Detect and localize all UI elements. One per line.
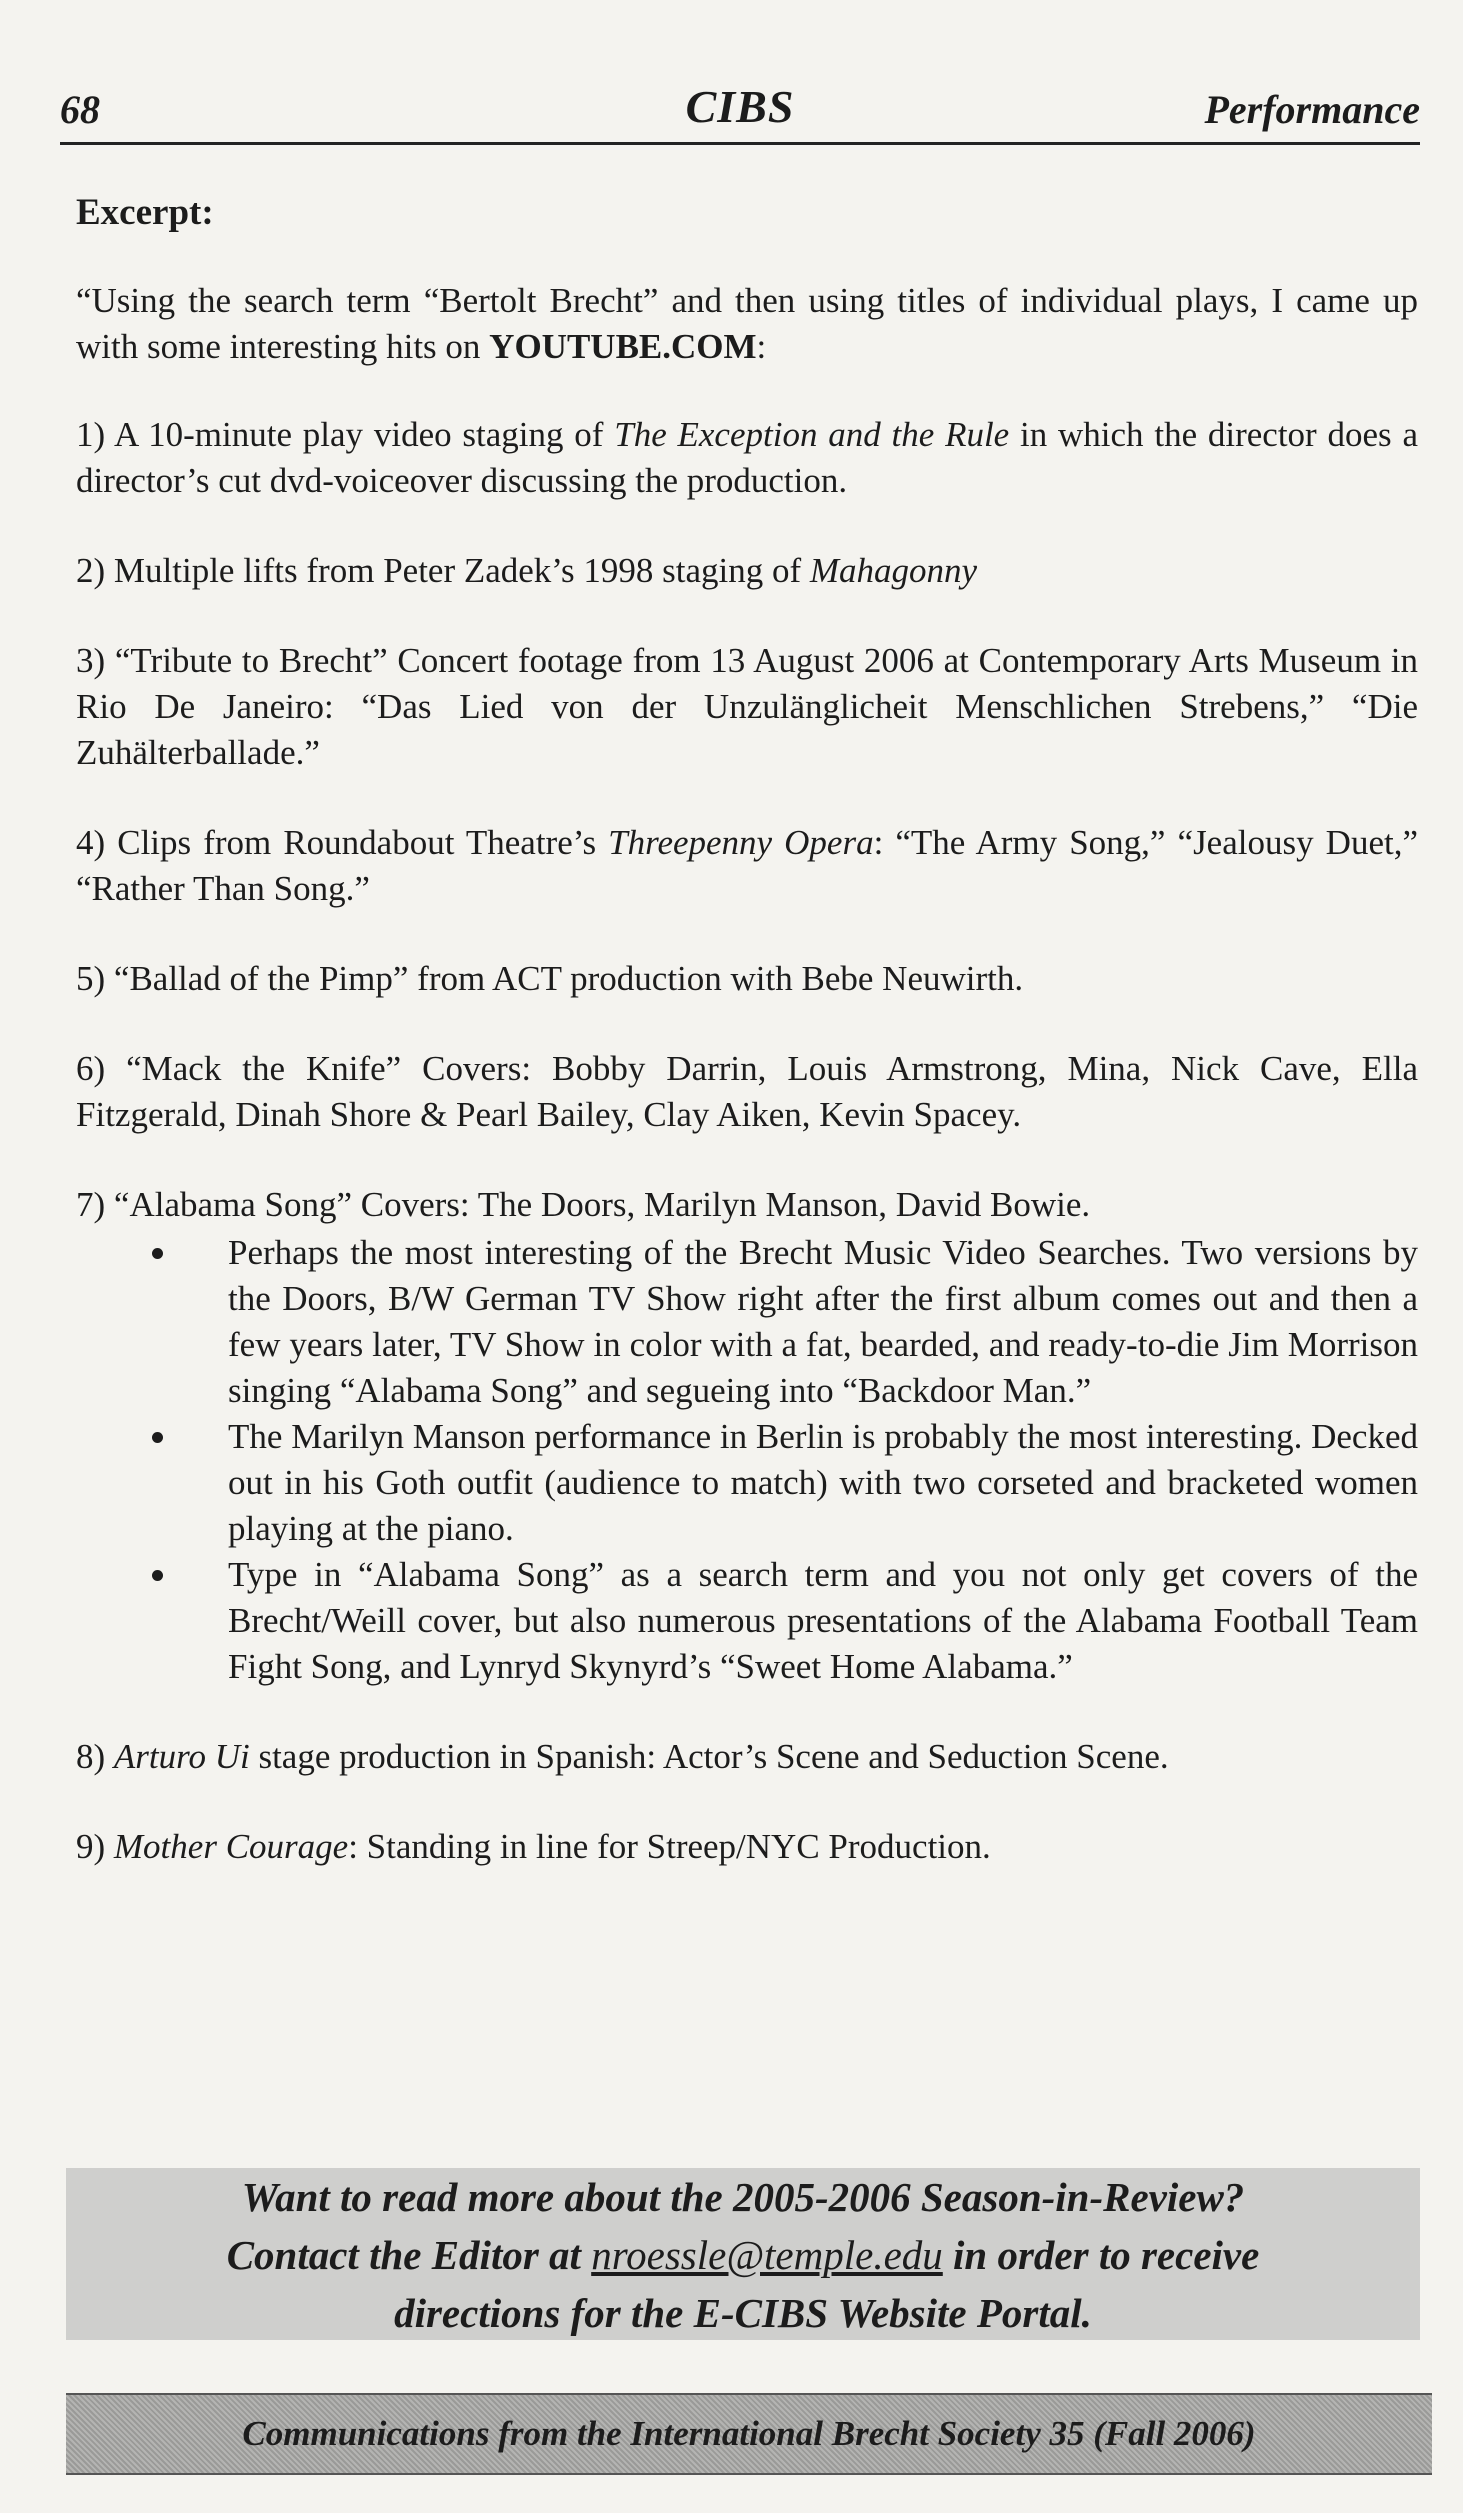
item-text-end: in which the director does a director’s cut dvd-voiceover discussing the production. [76, 415, 1418, 500]
promo-text-end: in order to receive [942, 2232, 1260, 2278]
section-title: Performance [1204, 87, 1420, 132]
item-text: 3) “Tribute to Brecht” Concert footage from 13 August 2006 at Contemporary Arts Museum in Rio De Janeiro: “Das Lied von der Unzulänglicheit Menschlichen Strebens,” “Die Zuhälterballade.” [76, 641, 1418, 772]
item-title: The Exception and the Rule [614, 415, 1010, 454]
bullet-dot-icon [152, 1570, 163, 1581]
item-text: 8) [76, 1737, 114, 1776]
bullet-text: The Marilyn Manson performance in Berlin is probably the most interesting. Decked out in his Goth outfit (audience to match) with two corseted and bracketed women playing at the piano. [228, 1417, 1418, 1548]
bullet-text: Type in “Alabama Song” as a search term and you not only get covers of the Brecht/Weill cover, but also numerous presentations of the Alabama Football Team Fight Song, and Lynryd Skynyrd’s “Sweet Home Alabama.” [228, 1555, 1418, 1686]
intro-text: “Using the search term “Bertolt Brecht” and then using titles of individual plays, I came up with some interesting hits on [76, 281, 1418, 366]
list-item [76, 548, 1418, 594]
site-name: YOUTUBE.COM [489, 327, 757, 366]
editor-email-link[interactable]: nroessle@temple.edu [591, 2232, 943, 2278]
promo-box [66, 2168, 1420, 2340]
page-header [60, 72, 1420, 145]
promo-line-2 [66, 2226, 1420, 2284]
bullet-list [76, 1230, 1418, 1690]
item-text-end: : “The Army Song,” “Jealousy Duet,” “Rather Than Song.” [76, 823, 1418, 908]
bullet-item [76, 1552, 1418, 1690]
bullet-text: Perhaps the most interesting of the Brecht Music Video Searches. Two versions by the Doors, B/W German TV Show right after the first album comes out and then a few years later, TV Show in color with a fat, bearded, and ready-to-die Jim Morrison singing “Alabama Song” and segueing into “Backdoor Man.” [228, 1233, 1418, 1410]
list-item [76, 638, 1418, 776]
list-item [76, 1824, 1418, 1870]
intro-paragraph [76, 278, 1418, 370]
item-text-end: : Standing in line for Streep/NYC Production. [348, 1827, 991, 1866]
list-item [76, 820, 1418, 912]
promo-text: Contact the Editor at [226, 2232, 592, 2278]
list-item [76, 956, 1418, 1002]
item-text: 4) Clips from Roundabout Theatre’s [76, 823, 609, 862]
item-title: Arturo Ui [113, 1737, 250, 1776]
item-text: 1) A 10-minute play video staging of [76, 415, 615, 454]
item-text: 5) “Ballad of the Pimp” from ACT production with Bebe Neuwirth. [76, 959, 1024, 998]
item-title: Mahagonny [809, 551, 978, 590]
bullet-item [76, 1230, 1418, 1414]
list-item [76, 1182, 1418, 1228]
bullet-dot-icon [152, 1432, 163, 1443]
page-number: 68 [60, 87, 100, 132]
intro-end: : [756, 327, 767, 366]
item-title: Mother Courage [113, 1827, 349, 1866]
item-title: Threepenny Opera [608, 823, 874, 862]
bullet-dot-icon [152, 1248, 163, 1259]
promo-line-3: directions for the E-CIBS Website Portal. [394, 2290, 1092, 2336]
item-text: 2) Multiple lifts from Peter Zadek’s 1998 staging of [76, 551, 810, 590]
item-text: 6) “Mack the Knife” Covers: Bobby Darrin, Louis Armstrong, Mina, Nick Cave, Ella Fitzgerald, Dinah Shore & Pearl Bailey, Clay Aiken, Kevin Spacey. [76, 1049, 1418, 1134]
list-item [76, 1734, 1418, 1780]
list-item [76, 1046, 1418, 1138]
article-body [76, 190, 1418, 1914]
list-item [76, 412, 1418, 504]
journal-title: CIBS [685, 81, 795, 132]
bullet-item [76, 1414, 1418, 1552]
item-text-end: stage production in Spanish: Actor’s Scene and Seduction Scene. [249, 1737, 1169, 1776]
item-text: 7) “Alabama Song” Covers: The Doors, Marilyn Manson, David Bowie. [76, 1185, 1091, 1224]
footer-banner: Communications from the International Brecht Society 35 (Fall 2006) [66, 2393, 1432, 2475]
item-text: 9) [76, 1827, 114, 1866]
excerpt-heading: Excerpt: [76, 192, 214, 233]
promo-line-1: Want to read more about the 2005-2006 Season-in-Review? [241, 2174, 1245, 2220]
